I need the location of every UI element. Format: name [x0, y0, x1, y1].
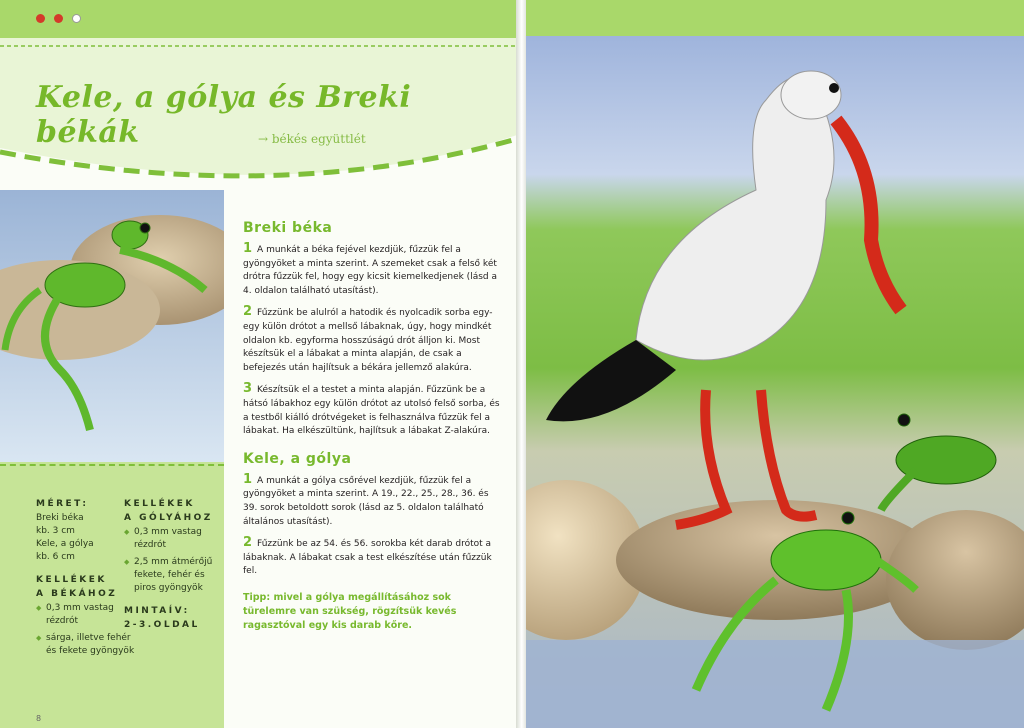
size-line: Breki béka	[36, 513, 84, 523]
step-number: 1	[243, 471, 253, 487]
info-panel	[0, 462, 224, 728]
step-number: 2	[243, 535, 253, 551]
right-page	[526, 0, 1024, 728]
stork-photo	[526, 0, 1024, 728]
info-column-left	[36, 492, 136, 658]
info-divider	[0, 464, 224, 466]
size-line: kb. 3 cm	[36, 526, 75, 536]
instructions	[243, 220, 505, 633]
dot-filled-1	[36, 14, 45, 23]
stork-section-heading: Kele, a gólya	[243, 450, 352, 467]
frog-material-item: ◆ sárga, illetve fehér és fekete gyöngyök	[36, 632, 136, 658]
stork-material-item: ◆ 0,3 mm vastag rézdrót	[124, 526, 216, 552]
tip-text: Tipp: mivel a gólya megállításához sok türelemre van szükség, rögzítsük kevés ragasztóval egy kis darab kőre.	[243, 591, 457, 631]
step-text: Fűzzünk be az 54. és 56. sorokba két darab drótot a lábaknak. A lábakat csak a test elkészítése után fűzzük fel.	[243, 539, 492, 577]
page-subtitle: → békés együttlét	[258, 132, 366, 146]
stork-material-item: ◆ 2,5 mm átmérőjű fekete, fehér és piros gyöngyök	[124, 556, 216, 595]
pattern-heading: MINTAÍV:	[124, 606, 190, 616]
step-number: 1	[243, 241, 253, 256]
stork-step	[243, 473, 505, 529]
size-line: kb. 6 cm	[36, 552, 75, 562]
pattern-value: 2-3.OLDAL	[124, 620, 200, 630]
page-number: 8	[36, 714, 42, 723]
step-number: 2	[243, 304, 253, 320]
dot-empty	[72, 14, 81, 23]
frog-material-item: ◆ 0,3 mm vastag rézdrót	[36, 602, 136, 628]
page-title: Kele, a gólya és Breki békák	[36, 80, 412, 150]
info-column-right	[124, 492, 216, 633]
step-text: Készítsük el a testet a minta alapján. Fűzzünk be a hátsó lábakhoz egy külön drótot az utolsó felső sorba, és a testből kiálló drótvégeket is felhasználva fűzzük fel a lábakat. Ha elkészültünk, hajlítsuk a lábakat Z-alakúra.	[243, 385, 500, 437]
step-number: 3	[243, 381, 253, 397]
size-heading: MÉRET:	[36, 499, 89, 509]
step-text: A munkát a gólya csőrével kezdjük, fűzzük fel a gyöngyöket a minta szerint. A 19., 22., 25., 28., 36. és 39. sorok betoldott sorok (lásd az 5. oldalon található általános utasítást).	[243, 475, 489, 527]
frog-materials-heading-2: A BÉKÁHOZ	[36, 589, 118, 599]
stork-materials-heading-1: KELLÉKEK	[124, 499, 195, 509]
stork-materials-heading-2: A GÓLYÁHOZ	[124, 513, 213, 523]
dot-filled-2	[54, 14, 63, 23]
frog-section-heading: Breki béka	[243, 220, 333, 236]
step-text: A munkát a béka fejével kezdjük, fűzzük fel a gyöngyöket a minta szerint. A szemeket csak a felső két drótra fűzzük fel, hogy egy kicsit kiemelkedjenek (lásd a 4. oldalon található utasítást).	[243, 245, 497, 296]
frog-materials-heading-1: KELLÉKEK	[36, 575, 107, 585]
frog-photo	[0, 190, 224, 462]
size-line: Kele, a gólya	[36, 539, 94, 549]
stork-step	[243, 536, 505, 579]
top-bar-right	[526, 0, 1024, 36]
step-text: Fűzzünk be alulról a hatodik és nyolcadik sorba egy-egy külön drótot a mellső lábaknak, úgy, hogy mindkét oldalon kb. egyforma hosszúságú drót álljon ki. Most készítsük el a lábakat a minta alapján, de csak a befejezés után hajlítsuk a békára jellemző alakúra.	[243, 308, 493, 373]
frog-step	[243, 305, 505, 375]
frog-step	[243, 242, 505, 298]
page-indicator-dots	[36, 14, 81, 23]
frog-step	[243, 382, 505, 438]
